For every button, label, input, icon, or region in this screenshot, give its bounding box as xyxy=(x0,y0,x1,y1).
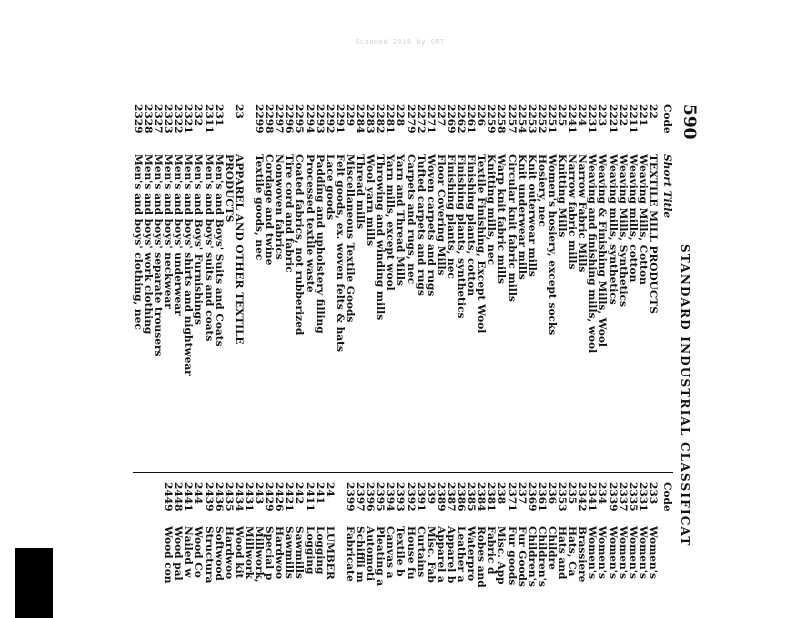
sic-code: 242 xyxy=(293,482,306,505)
sic-code: 227 xyxy=(434,104,447,127)
industry-title: Wood kit xyxy=(232,526,245,579)
industry-title: Woven carpets and rugs xyxy=(424,154,437,297)
industry-title: Sawmills xyxy=(283,526,296,579)
sic-code: 224 xyxy=(576,104,589,127)
sic-code: 2386 xyxy=(455,482,468,512)
sic-code: 2392 xyxy=(404,482,417,512)
sic-code: 225 xyxy=(556,104,569,127)
sic-code: 2259 xyxy=(485,104,498,134)
industry-title: Brassiere xyxy=(576,526,589,583)
industry-title: Coated fabrics, not rubberized xyxy=(293,154,306,336)
industry-title: Throwing and winding mills xyxy=(374,154,387,321)
code-column-label: Code xyxy=(661,104,673,134)
sic-code: 2421 xyxy=(283,482,296,512)
industry-title: Padding and upholstery filling xyxy=(313,154,326,334)
sic-code: 2353 xyxy=(556,482,569,512)
industry-title: APPAREL AND OTHER TEXTILE xyxy=(232,154,245,345)
sic-code: 2297 xyxy=(273,104,286,134)
industry-title: Hosiery, nec xyxy=(535,154,548,227)
page-number: 590 xyxy=(679,104,699,140)
industry-title: Men's and boys' suits and coats xyxy=(202,154,215,342)
industry-title: Men's and boys' work clothing xyxy=(142,154,154,335)
sic-code: 23 xyxy=(232,104,245,119)
industry-title: Fabric d xyxy=(485,526,498,575)
industry-title: Men's and boys' neckwear xyxy=(162,154,175,309)
sic-code: 2323 xyxy=(162,104,175,134)
title-column-label: Short Title xyxy=(661,154,673,219)
industry-title: Pleating a xyxy=(374,526,387,587)
industry-title: LUMBER xyxy=(323,526,336,580)
sic-code: 2448 xyxy=(172,482,185,512)
sic-code: 2211 xyxy=(626,104,639,134)
industry-title: Hats, Ca xyxy=(566,526,579,577)
industry-title: Automoti xyxy=(364,526,377,582)
industry-title: Processed textile waste xyxy=(303,154,316,293)
sic-code: 2397 xyxy=(354,482,367,512)
industry-title: Miscellaneous Textile Goods xyxy=(344,154,356,323)
sic-code: 2435 xyxy=(222,482,235,512)
sic-code: 2258 xyxy=(495,104,508,134)
sic-code: 2411 xyxy=(303,482,316,512)
sic-code: 2299 xyxy=(253,104,266,134)
industry-title: Knit outerwear mills xyxy=(525,154,538,277)
sic-code: 2292 xyxy=(323,104,336,134)
industry-title: Textile goods, nec xyxy=(253,154,266,261)
industry-title: Finishing plants, cotton xyxy=(465,154,478,297)
industry-title: Carpets and rugs, nec xyxy=(404,154,417,285)
sic-code: 2441 xyxy=(182,482,195,512)
sic-code: 236 xyxy=(546,482,558,505)
sic-code: 2282 xyxy=(374,104,387,134)
code-column-label: Code xyxy=(661,482,673,512)
industry-title: Canvas a xyxy=(384,526,397,579)
sic-code: 2329 xyxy=(131,104,144,134)
industry-title: Fur goods xyxy=(505,526,518,586)
sic-code: 2439 xyxy=(202,482,215,512)
sic-code: 2381 xyxy=(485,482,498,512)
sic-code: 2261 xyxy=(465,104,478,134)
industry-title: House fu xyxy=(404,526,417,580)
industry-title: Nonwoven fabrics xyxy=(273,154,286,260)
scan-watermark: Scanned 2016 by SRT xyxy=(355,38,445,46)
industry-title: Circular knit fabric mills xyxy=(505,154,518,302)
sic-code: 2384 xyxy=(475,482,488,512)
sic-code: 2294 xyxy=(303,104,316,134)
industry-title: Logging xyxy=(313,526,326,575)
sic-code: 228 xyxy=(394,104,407,127)
sic-code: 2371 xyxy=(505,482,518,512)
industry-title: Men's and boys' separate trousers xyxy=(152,154,165,357)
industry-title: Nailed w xyxy=(182,526,195,578)
industry-title: Misc. Fab xyxy=(424,526,437,583)
industry-title: Waterpro xyxy=(465,526,478,582)
sic-code: 235 xyxy=(566,482,579,505)
industry-title: Apparel a xyxy=(434,526,447,583)
industry-title: Tufted carpets and rugs xyxy=(414,154,427,296)
industry-title: Weaving mills, cotton xyxy=(626,154,639,283)
industry-title: Apparel b xyxy=(445,526,457,584)
sic-code: 2342 xyxy=(576,482,589,512)
sic-code: 2395 xyxy=(374,482,387,512)
running-header: STANDARD INDUSTRIAL CLASSIFICAT xyxy=(678,244,692,547)
rotated-page xyxy=(129,104,699,588)
sic-code: 2429 xyxy=(263,482,276,512)
industry-title: Misc. App xyxy=(495,526,508,585)
sic-code: 2391 xyxy=(414,482,427,512)
sic-code: 2262 xyxy=(455,104,468,134)
industry-title: Weaving Mills, Synthetics xyxy=(616,154,629,307)
industry-title: Women's xyxy=(626,526,639,579)
sic-code: 2251 xyxy=(546,104,558,134)
sic-code: 2328 xyxy=(142,104,154,134)
industry-title: Women's hosiery, except socks xyxy=(546,154,558,336)
industry-title: TEXTILE MILL PRODUCTS xyxy=(647,154,659,314)
sic-code: 2449 xyxy=(162,482,175,512)
sic-code: 2269 xyxy=(445,104,457,134)
industry-title: Wool yarn mills xyxy=(364,154,377,247)
sic-code: 226 xyxy=(475,104,488,127)
industry-title: Leather a xyxy=(455,526,468,583)
industry-title: Women's xyxy=(647,526,659,579)
sic-code: 233 xyxy=(647,482,659,505)
sic-code: 2221 xyxy=(606,104,619,134)
industry-title: Narrow fabric mills xyxy=(566,154,579,270)
sic-code: 2284 xyxy=(354,104,367,134)
sic-code: 2272 xyxy=(414,104,427,134)
sic-code: 24 xyxy=(323,482,336,497)
sic-code: 2231 xyxy=(586,104,599,134)
industry-title: Wood Co xyxy=(192,526,205,578)
sic-code: 2361 xyxy=(535,482,548,512)
industry-title: Weaving Mills, Cotton xyxy=(636,154,649,285)
industry-title: Yarn and Thread Mills xyxy=(394,154,407,286)
industry-title: Textile b xyxy=(394,526,407,577)
industry-title: Childre xyxy=(546,526,558,570)
sic-code: 238 xyxy=(495,482,508,505)
industry-title: Cordage and twine xyxy=(263,154,276,266)
sic-code: 2436 xyxy=(212,482,225,512)
sic-code: 2281 xyxy=(384,104,397,134)
industry-title: Men's and boys' underwear xyxy=(172,154,185,316)
industry-title: Sawmills xyxy=(293,526,306,579)
sic-code: 2335 xyxy=(626,482,639,512)
industry-title: Weaving mills, synthetics xyxy=(606,154,619,305)
sic-code: 232 xyxy=(192,104,205,127)
sic-code: 2331 xyxy=(636,482,649,512)
sic-code: 223 xyxy=(596,104,609,127)
industry-title: Men's and boys' shirts and nightwear xyxy=(182,154,195,376)
sic-code: 221 xyxy=(636,104,649,127)
industry-title: Yarn mills, except wool xyxy=(384,154,397,291)
industry-title: Women's xyxy=(586,526,599,579)
sic-code: 2253 xyxy=(525,104,538,134)
sic-code: 2322 xyxy=(172,104,185,134)
industry-title: Curtains xyxy=(414,526,427,578)
sic-code: 2295 xyxy=(293,104,306,134)
industry-title: Fur Goods xyxy=(515,526,528,587)
industry-title: Hardwoo xyxy=(222,526,235,580)
industry-title: Finishing plants, synthetics xyxy=(455,154,468,319)
industry-title: Wood pal xyxy=(172,526,185,581)
sic-code: 2426 xyxy=(273,482,286,512)
sic-code: 237 xyxy=(515,482,528,505)
industry-title: Textile Finishing, Except Wool xyxy=(475,154,488,334)
sic-code: 2279 xyxy=(404,104,417,134)
sic-code: 244 xyxy=(192,482,205,505)
industry-title: Men's and Boys' Furnishings xyxy=(192,154,205,325)
industry-title: Knit underwear mills xyxy=(515,154,528,280)
industry-title: Knitting mills, nec xyxy=(485,154,498,266)
industry-title: Schiffli m xyxy=(354,526,367,583)
industry-title: Knitting Mills xyxy=(556,154,569,238)
sic-code: 2434 xyxy=(232,482,245,512)
industry-title: Thread mills xyxy=(354,154,367,230)
sic-code: 2337 xyxy=(616,482,629,512)
sic-code: 2283 xyxy=(364,104,377,134)
sic-code: 2327 xyxy=(152,104,165,134)
sic-code: 2271 xyxy=(424,104,437,134)
sic-code: 2291 xyxy=(333,104,346,134)
sic-code: 222 xyxy=(616,104,629,127)
sic-code: 229 xyxy=(344,104,356,127)
industry-title: Hats and xyxy=(556,526,569,580)
industry-title: Wood con xyxy=(162,526,175,584)
sic-code: 2387 xyxy=(445,482,457,512)
industry-title: Robes and xyxy=(475,526,488,588)
sic-code: 2311 xyxy=(202,104,215,134)
industry-title: Women's xyxy=(596,526,609,579)
sic-code: 2254 xyxy=(515,104,528,134)
sic-code: 241 xyxy=(313,482,326,505)
sic-code: 2396 xyxy=(364,482,377,512)
industry-title: Floor Covering Mills xyxy=(434,154,447,276)
industry-title: Women's xyxy=(606,526,619,579)
industry-title: Weaving and finishing mills, wool xyxy=(586,154,599,354)
sic-code: 2393 xyxy=(394,482,407,512)
industry-title: Fabricate xyxy=(344,526,356,582)
industry-title: Special p xyxy=(263,526,276,581)
industry-title: Structura xyxy=(202,526,215,584)
industry-title: Children's xyxy=(535,526,548,587)
sic-code: 2257 xyxy=(505,104,518,134)
industry-title: Hardwoo xyxy=(273,526,286,580)
industry-title: Children's xyxy=(525,526,538,587)
industry-title: Logging xyxy=(303,526,316,575)
sic-code: 2296 xyxy=(283,104,296,134)
sic-code: 2252 xyxy=(535,104,548,134)
sic-code: 2385 xyxy=(465,482,478,512)
industry-title: Lace goods xyxy=(323,154,336,221)
sic-code: 2241 xyxy=(566,104,579,134)
sic-code: 234 xyxy=(596,482,609,505)
sic-code: 2341 xyxy=(586,482,599,512)
industry-title: Finishing plants, nec xyxy=(445,154,457,279)
sic-code: 2394 xyxy=(384,482,397,512)
industry-title: Narrow Fabric Mills xyxy=(576,154,589,273)
industry-title: Felt goods, ex. woven felts & hats xyxy=(333,154,346,353)
industry-title: Women's xyxy=(636,526,649,579)
industry-title: Men's and boys' clothing, nec xyxy=(131,154,144,330)
sic-code: 2431 xyxy=(243,482,255,512)
industry-title: Tire cord and fabric xyxy=(283,154,296,273)
column-divider xyxy=(133,472,673,473)
scan-edge-shadow xyxy=(15,548,53,618)
industry-title: PRODUCTS xyxy=(222,154,235,223)
sic-code: 2339 xyxy=(606,482,619,512)
industry-title: Women's xyxy=(616,526,629,579)
industry-title: Weaving & Finishing Mills, Wool xyxy=(596,154,609,347)
sic-code: 22 xyxy=(647,104,659,119)
sic-code: 2293 xyxy=(313,104,326,134)
sic-code: 231 xyxy=(212,104,225,127)
sic-code: 243 xyxy=(253,482,266,505)
industry-title: Softwood xyxy=(212,526,225,581)
sic-code: 2369 xyxy=(525,482,538,512)
sic-code: 2389 xyxy=(434,482,447,512)
sic-code: 2298 xyxy=(263,104,276,134)
sic-code: 2399 xyxy=(344,482,356,512)
industry-title: Millwork xyxy=(243,526,255,579)
sic-code: 239 xyxy=(424,482,437,505)
industry-title: Men's and Boys' Suits and Coats xyxy=(212,154,225,347)
industry-title: Warp knit fabric mills xyxy=(495,154,508,284)
industry-title: Millwork, xyxy=(253,526,266,583)
sic-code: 2321 xyxy=(182,104,195,134)
